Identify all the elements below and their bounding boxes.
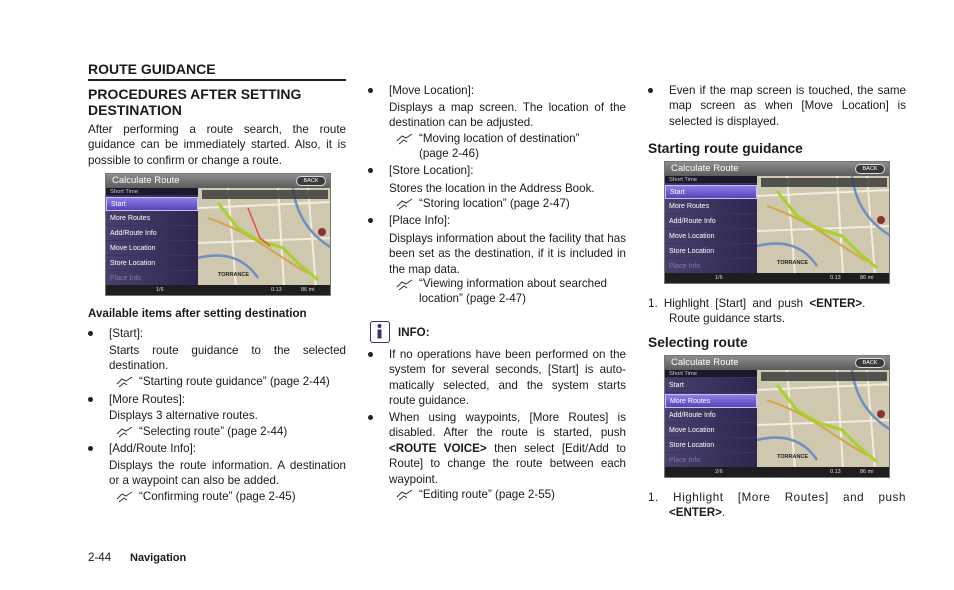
reference-icon <box>116 426 133 439</box>
page-heading <box>88 86 348 118</box>
menu-item-store-location: Store Location <box>106 257 198 271</box>
available-heading: Available items after setting destination <box>88 307 307 320</box>
route-map <box>757 370 889 467</box>
reference-icon <box>396 198 413 211</box>
item-add-route-info-desc: Displays the route information. A destination or a waypoint can also be added. <box>109 459 346 488</box>
screen-status-bar <box>665 467 889 477</box>
bullet <box>368 88 373 93</box>
route-voice-key: <ROUTE VOICE> <box>389 441 487 455</box>
page-indicator: 1/6 <box>715 275 723 281</box>
back-button: BACK <box>296 176 326 186</box>
menu-item-short-time: Short Time <box>665 370 757 378</box>
map-city-label: TORRANCE <box>777 453 809 460</box>
item-more-routes-label: [More Routes]: <box>109 393 186 406</box>
status-miles: 86 mi <box>860 469 874 475</box>
route-menu <box>665 176 757 273</box>
destination-bar <box>761 178 887 187</box>
info-label: INFO: <box>398 326 430 339</box>
start-step-1: 1. Highlight [Start] and push <ENTER>. <box>648 297 866 310</box>
screen-title: Calculate Route <box>671 357 739 368</box>
menu-item-more-routes: More Routes <box>106 212 198 226</box>
screen-status-bar <box>665 273 889 283</box>
destination-bar <box>761 372 887 381</box>
select-step-1-key: <ENTER>. <box>669 506 726 519</box>
menu-item-place-info: Place Info <box>106 272 198 286</box>
info-icon <box>370 321 390 343</box>
enter-key: <ENTER> <box>669 506 722 519</box>
map-city-label: TORRANCE <box>777 259 809 266</box>
bullet <box>88 446 93 451</box>
menu-item-store-location: Store Location <box>665 439 757 453</box>
status-miles: 86 mi <box>301 287 315 293</box>
route-menu <box>106 188 198 285</box>
back-button: BACK <box>855 358 885 368</box>
menu-item-more-routes: More Routes <box>665 200 757 214</box>
item-more-routes-ref: “Selecting route” (page 2-44) <box>139 425 288 438</box>
item-move-location-desc: Displays a map screen. The location of the destination can be adjusted. <box>389 101 626 130</box>
status-distance: 0.13 <box>830 469 841 475</box>
menu-item-add-route-info: Add/Route Info <box>665 409 757 423</box>
bullet <box>368 168 373 173</box>
bullet <box>368 352 373 357</box>
menu-item-short-time: Short Time <box>106 188 198 196</box>
status-miles: 86 mi <box>860 275 874 281</box>
reference-icon <box>396 133 413 146</box>
item-move-location-ref-2: (page 2-46) <box>419 147 479 160</box>
screen-titlebar <box>106 174 330 188</box>
menu-item-move-location: Move Location <box>665 424 757 438</box>
status-distance: 0.13 <box>271 287 282 293</box>
screen-titlebar <box>665 162 889 176</box>
menu-item-store-location: Store Location <box>665 245 757 259</box>
info-note-2-ref: “Editing route” (page 2-55) <box>419 488 555 501</box>
bullet <box>88 397 93 402</box>
back-button: BACK <box>855 164 885 174</box>
map-touch-note: Even if the map screen is touched, the same map screen as when [Move Location] is selected is displayed. <box>669 84 906 128</box>
nav-screenshot-3 <box>664 355 890 478</box>
bullet <box>88 331 93 336</box>
page-number: 2-44 <box>88 551 112 564</box>
item-place-info-ref-1: “Viewing information about searched <box>419 277 607 290</box>
map-city-label: TORRANCE <box>218 271 250 278</box>
reference-icon <box>396 489 413 502</box>
menu-item-add-route-info: Add/Route Info <box>106 227 198 241</box>
nav-screenshot-1 <box>105 173 331 296</box>
item-start-ref: “Starting route guidance” (page 2-44) <box>139 375 330 388</box>
screen-titlebar <box>665 356 889 370</box>
starting-route-heading: Starting route guidance <box>648 141 803 156</box>
heading-line-2: DESTINATION <box>88 102 182 118</box>
nav-screenshot-2 <box>664 161 890 284</box>
item-add-route-info-ref: “Confirming route” (page 2-45) <box>139 490 296 503</box>
route-map <box>198 188 330 285</box>
menu-item-add-route-info: Add/Route Info <box>665 215 757 229</box>
item-more-routes-desc: Displays 3 alternative routes. <box>109 409 258 422</box>
item-start-desc: Starts route guidance to the selected destination. <box>109 344 346 373</box>
reference-icon <box>116 376 133 389</box>
screen-status-bar <box>106 285 330 295</box>
menu-item-move-location: Move Location <box>665 230 757 244</box>
screen-title: Calculate Route <box>671 163 739 174</box>
info-note-2-text-a: When using waypoints, [More Routes] is disabled. After the route is started, push <box>389 411 626 440</box>
menu-item-place-info: Place Info <box>665 260 757 274</box>
item-store-location-ref: “Storing location” (page 2-47) <box>419 197 570 210</box>
info-note-2-text-b: then select [Edit/Add to Route] to change the route between each waypoint. <box>389 441 626 486</box>
item-start-label: [Start]: <box>109 327 144 340</box>
enter-key: <ENTER> <box>809 297 863 310</box>
bullet <box>368 218 373 223</box>
route-menu <box>665 370 757 467</box>
reference-icon <box>396 279 413 292</box>
select-step-1: 1. Highlight [More Routes] and push <box>648 491 906 504</box>
section-title: ROUTE GUIDANCE <box>88 61 216 77</box>
menu-item-start: Start <box>665 185 757 199</box>
item-add-route-info-label: [Add/Route Info]: <box>109 442 197 455</box>
menu-item-short-time: Short Time <box>665 176 757 184</box>
section-rule <box>88 79 346 81</box>
intro-paragraph: After performing a route search, the route guidance can be immediately started. Also, it is possible to confirm or change a route. <box>88 123 346 167</box>
footer-section-label: Navigation <box>130 552 187 564</box>
item-place-info-label: [Place Info]: <box>389 214 451 227</box>
page-indicator: 2/6 <box>715 469 723 475</box>
bullet <box>648 88 653 93</box>
item-store-location-desc: Stores the location in the Address Book. <box>389 182 595 195</box>
route-map <box>757 176 889 273</box>
menu-item-move-location: Move Location <box>106 242 198 256</box>
menu-item-more-routes: More Routes <box>665 394 757 408</box>
start-step-text: 1. Highlight [Start] and push <box>648 297 804 310</box>
item-move-location-label: [Move Location]: <box>389 84 475 97</box>
bullet <box>368 415 373 420</box>
screen-title: Calculate Route <box>112 175 180 186</box>
heading-line-1: PROCEDURES AFTER SETTING <box>88 86 302 102</box>
selecting-route-heading: Selecting route <box>648 335 748 350</box>
status-distance: 0.13 <box>830 275 841 281</box>
start-step-result: Route guidance starts. <box>669 312 786 325</box>
item-move-location-ref-1: “Moving location of destination” <box>419 132 580 145</box>
info-note-2 <box>389 410 626 487</box>
page-indicator: 1/6 <box>156 287 164 293</box>
menu-item-start: Start <box>106 197 198 211</box>
menu-item-place-info: Place Info <box>665 454 757 468</box>
item-store-location-label: [Store Location]: <box>389 164 474 177</box>
info-note-1: If no operations have been performed on the system for several seconds, [Start] is auto-matically selected, and the system starts route guidance. <box>389 348 626 408</box>
destination-bar <box>202 190 328 199</box>
item-place-info-ref-2: location” (page 2-47) <box>419 292 526 305</box>
reference-icon <box>116 491 133 504</box>
item-place-info-desc: Displays information about the facility that has been set as the destination, if it is included in the map data. <box>389 232 626 276</box>
menu-item-start: Start <box>665 379 757 393</box>
